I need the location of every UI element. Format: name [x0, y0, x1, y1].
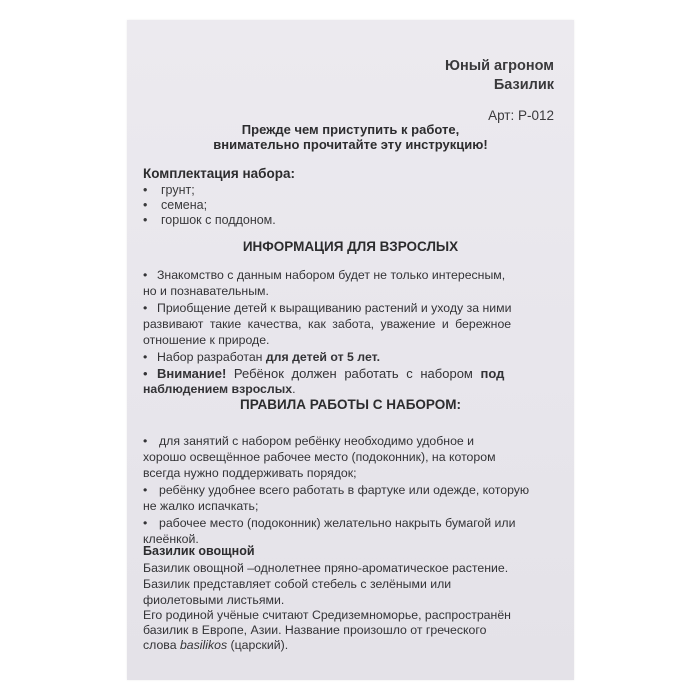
- kit-item: [143, 183, 195, 197]
- text: слова: [143, 638, 180, 652]
- basil-line-2: Базилик представляет собой стебель с зелёными или: [143, 577, 452, 591]
- text: Знакомство с данным набором будет не только интересным,: [157, 268, 506, 282]
- bullet: •: [143, 483, 148, 497]
- emphasis: наблюдением взрослых: [143, 382, 293, 396]
- bullet: •: [143, 198, 148, 212]
- text: для занятий с набором ребёнку необходимо удобное и: [159, 434, 475, 448]
- product-title: Юный агроном: [444, 58, 554, 74]
- bullet: •: [143, 516, 148, 530]
- greek-word: basilikos: [179, 638, 228, 652]
- warning-line-1: Прежде чем приступить к работе,: [241, 122, 460, 137]
- kit-item: [143, 213, 276, 227]
- adults-paragraph-3: [143, 349, 380, 366]
- basil-line-3: фиолетовыми листьями.: [143, 593, 285, 607]
- adults-paragraph-4-cont: [143, 381, 295, 398]
- attention-label: Внимание!: [157, 366, 227, 381]
- bullet: •: [143, 183, 148, 197]
- text: Приобщение детей к выращиванию растений и уходу за ними: [157, 301, 512, 315]
- basil-line-1: Базилик овощной –однолетнее пряно-ароматическое растение.: [143, 561, 509, 575]
- rule-2-end: не жалко испачкать;: [143, 499, 259, 513]
- text: .: [292, 382, 296, 396]
- rule-1: [143, 433, 474, 450]
- adults-paragraph-2-cont: развивают такие качества, как забота, уважение и бережное: [143, 317, 512, 331]
- adults-paragraph-4: [143, 365, 504, 382]
- adults-paragraph-1: [143, 267, 505, 284]
- warning-line-2: внимательно прочитайте эту инструкцию!: [213, 137, 488, 152]
- bullet: •: [143, 301, 148, 315]
- adults-paragraph-2-end: отношение к природе.: [143, 333, 270, 347]
- product-subtitle: Базилик: [493, 77, 554, 93]
- instruction-sheet: [127, 20, 574, 680]
- bullet: •: [143, 350, 148, 364]
- basil-line-6: [143, 637, 288, 654]
- rule-1-end: всегда нужно поддерживать порядок;: [143, 466, 357, 480]
- emphasis: под: [480, 366, 505, 381]
- rule-1-cont: хорошо освещённое рабочее место (подоконник), на котором: [143, 450, 496, 464]
- adults-info-heading: ИНФОРМАЦИЯ ДЛЯ ВЗРОСЛЫХ: [242, 239, 459, 254]
- kit-item-text: горшок с поддоном.: [161, 213, 276, 227]
- text: Набор разработан: [157, 350, 266, 364]
- bullet: •: [143, 366, 148, 381]
- text: (царский).: [227, 638, 289, 652]
- basil-heading: Базилик овощной: [143, 544, 255, 558]
- rule-3: [143, 515, 515, 532]
- text: рабочее место (подоконник) желательно накрыть бумагой или: [159, 516, 516, 530]
- bullet: •: [143, 434, 148, 448]
- rule-3-end: клеёнкой.: [143, 532, 199, 546]
- adults-paragraph-2: [143, 300, 511, 317]
- text: ребёнку удобнее всего работать в фартуке или одежде, которую: [159, 483, 530, 497]
- kit-item: [143, 198, 207, 212]
- bullet: •: [143, 213, 148, 227]
- kit-heading: Комплектация набора:: [143, 166, 295, 181]
- article-number: Арт: Р-012: [488, 108, 554, 123]
- rule-2: [143, 482, 529, 499]
- adults-paragraph-1-cont: но и познавательным.: [143, 284, 269, 298]
- text: Ребёнок должен работать с набором: [226, 366, 481, 381]
- basil-line-4: Его родиной учёные считают Средиземноморье, распространён: [143, 608, 511, 622]
- kit-item-text: грунт;: [161, 183, 195, 197]
- kit-item-text: семена;: [161, 198, 208, 212]
- rules-heading: ПРАВИЛА РАБОТЫ С НАБОРОМ:: [240, 397, 461, 412]
- bullet: •: [143, 268, 148, 282]
- basil-line-5: базилик в Европе, Азии. Название произошло от греческого: [143, 623, 487, 637]
- age-emphasis: для детей от 5 лет.: [265, 350, 380, 364]
